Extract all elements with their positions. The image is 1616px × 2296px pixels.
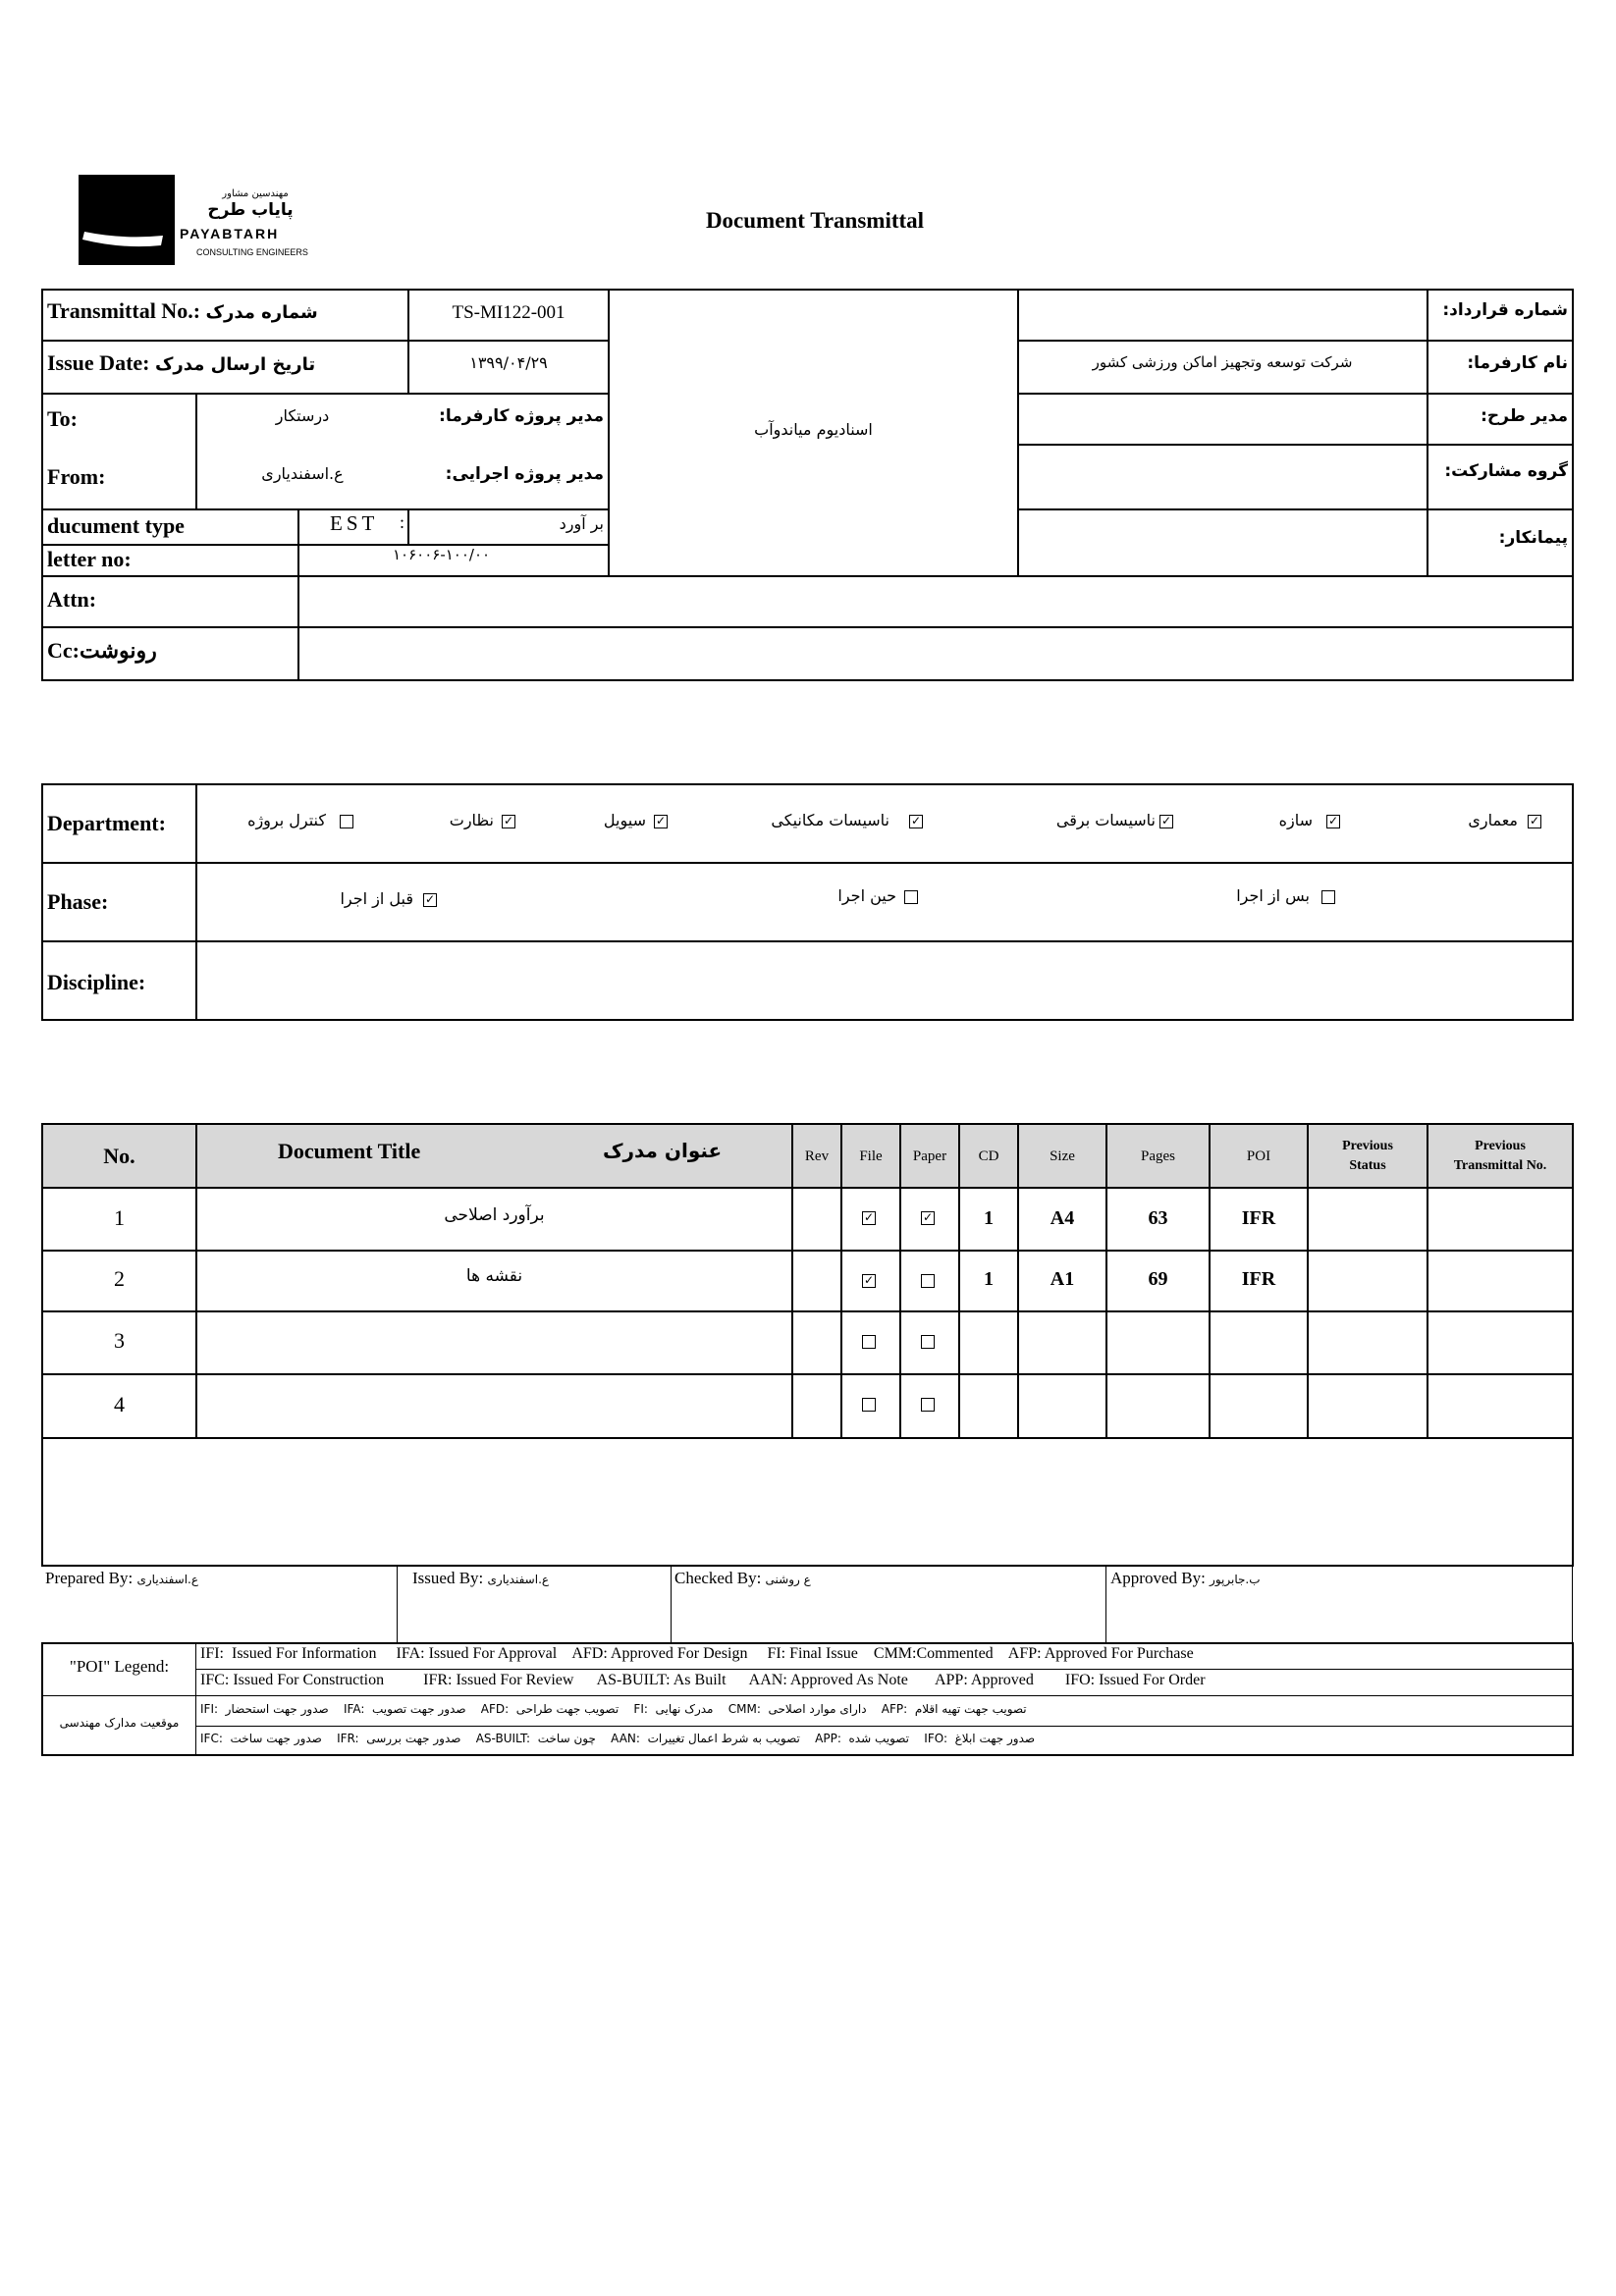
doctype-value: بر آورد <box>559 514 604 533</box>
project-name: اسنادیوم میاندوآب <box>754 420 873 439</box>
col-header-pages: Pages <box>1141 1148 1175 1164</box>
row-paper-checkbox[interactable] <box>921 1398 935 1412</box>
issue-date: ۱۳۹۹/۰۴/۲۹ <box>469 353 548 372</box>
dept-option-label: نظارت <box>449 811 494 829</box>
legend-line-1: IFI: Issued For Information IFA: Issued For Approval AFD: Approved For Design FI: Final Issue CMM:Commented AFP: Approved For Purchase <box>200 1645 1194 1662</box>
row-file-checkbox[interactable] <box>862 1398 876 1412</box>
client-pm-label: مدیر پروژه کارفرما: <box>439 406 604 426</box>
letter-label: letter no: <box>47 547 132 571</box>
row-file-checkbox[interactable]: ✓ <box>863 1210 875 1224</box>
logo-swoosh-icon <box>79 175 175 265</box>
row-no: 2 <box>114 1266 125 1291</box>
row-pages: 63 <box>1148 1207 1168 1229</box>
dept-checkbox[interactable]: ✓ <box>655 814 667 828</box>
logo-mark <box>79 175 175 265</box>
col-header-rev: Rev <box>804 1148 830 1164</box>
approved-by: Approved By: ب.جابرپور <box>1110 1569 1261 1587</box>
logo-persian-name: پاياب طرح <box>207 200 294 220</box>
dept-option-label: ناسیسات مکانیکی <box>771 811 889 829</box>
logo-english-name: PAYABTARH <box>180 226 280 241</box>
employer-value: شرکت توسعه وتجهیز اماکن ورزشی کشور <box>1092 353 1353 371</box>
contract-label: شماره قرارداد: <box>1442 300 1568 320</box>
col-header-prev-transmittal: Previous Transmittal No. <box>1453 1139 1547 1173</box>
row-cd: 1 <box>984 1207 994 1229</box>
to-value: درستکار <box>275 406 330 425</box>
row-file-checkbox[interactable] <box>862 1335 876 1349</box>
row-paper-checkbox[interactable] <box>921 1274 935 1288</box>
dept-checkbox[interactable]: ✓ <box>910 814 922 828</box>
dept-option-label: سیویل <box>603 811 646 829</box>
phase-option-label: بس از اجرا <box>1236 886 1310 905</box>
dept-option-structure[interactable] <box>1237 811 1340 834</box>
col-header-title-fa: عنوان مدرک <box>603 1139 723 1162</box>
phase-checkbox[interactable]: ✓ <box>424 892 436 906</box>
dept-checkbox[interactable]: ✓ <box>503 814 514 828</box>
doctype-code: EST <box>330 511 379 535</box>
logo <box>79 175 324 268</box>
prepared-by: Prepared By: ع.اسفندیاری <box>45 1569 199 1587</box>
legend-fa-label: موقعیت مدارک مهندسی <box>59 1716 180 1730</box>
col-header-poi: POI <box>1246 1148 1271 1164</box>
dept-option-label: سازه <box>1278 811 1313 829</box>
legend-fa-line-1: IFI: صدور جهت استحضار IFA: صدور جهت تصویب AFD: تصویب جهت طراحی FI: مدرک نهایی CMM: دارای موارد اصلاحی AFP: تصویب جهت تهیه اقلام <box>200 1702 1027 1716</box>
row-poi: IFR <box>1241 1268 1276 1290</box>
phase-label: Phase: <box>47 889 109 914</box>
row-paper-checkbox[interactable]: ✓ <box>922 1210 934 1224</box>
legend-line-2: IFC: Issued For Construction IFR: Issued For Review AS-BUILT: As Built AAN: Approved As Note APP: Approved IFO: Issued For Order <box>200 1672 1206 1688</box>
phase-option-label: قبل از اجرا <box>340 889 413 908</box>
partner-label: گروه مشارکت: <box>1444 461 1568 481</box>
phase-checkbox[interactable] <box>1321 890 1335 904</box>
from-value: ع.اسفندیاری <box>261 464 344 483</box>
row-poi: IFR <box>1241 1207 1276 1229</box>
contractor-label: پیمانکار: <box>1498 528 1568 548</box>
row-cd: 1 <box>984 1268 994 1290</box>
col-header-size: Size <box>1050 1148 1075 1164</box>
issue-date-label: Issue Date: تاریخ ارسال مدرک <box>47 350 316 375</box>
row-title: نقشه ها <box>465 1266 523 1286</box>
dept-option-supervision[interactable] <box>432 811 515 834</box>
row-paper-checkbox[interactable] <box>921 1335 935 1349</box>
phase-option-after[interactable] <box>1217 886 1335 910</box>
row-size: A4 <box>1050 1207 1075 1229</box>
page-title: Document Transmittal <box>705 208 925 233</box>
checked-by: Checked By: ع روشنی <box>674 1569 811 1587</box>
col-header-cd: CD <box>978 1148 999 1164</box>
dept-option-label: معماری <box>1468 811 1518 829</box>
letter-value: ۱۰۶۰۰۶-۱۰۰/۰۰ <box>393 546 491 563</box>
row-no: 3 <box>114 1328 125 1353</box>
dept-option-project-control[interactable] <box>226 811 353 834</box>
phase-option-during[interactable] <box>815 886 918 910</box>
row-pages: 69 <box>1148 1268 1168 1290</box>
dept-option-label: کنترل بروژه <box>247 811 326 829</box>
logo-top-text: مهندسین مشاور <box>222 188 289 199</box>
dept-checkbox[interactable]: ✓ <box>1529 814 1540 828</box>
row-no: 1 <box>114 1205 125 1230</box>
department-label: Department: <box>47 811 166 835</box>
discipline-label: Discipline: <box>47 970 146 994</box>
phase-option-before[interactable] <box>314 889 437 913</box>
cc-label: Cc:رونوشت <box>47 638 157 663</box>
dept-option-label: ناسیسات برقی <box>1055 811 1156 829</box>
row-no: 4 <box>114 1392 125 1416</box>
col-header-title-en: Document Title <box>278 1139 421 1163</box>
dept-checkbox[interactable]: ✓ <box>1327 814 1339 828</box>
transmittal-number: TS-MI122-001 <box>452 302 566 323</box>
doctype-label: ducument type <box>47 513 185 538</box>
attn-label: Attn: <box>47 587 97 612</box>
to-label: To: <box>47 406 78 431</box>
employer-label: نام کارفرما: <box>1467 353 1568 373</box>
exec-pm-label: مدیر پروژه اجرایی: <box>445 464 604 484</box>
dept-checkbox[interactable]: ✓ <box>1160 814 1172 828</box>
col-header-prev-status: Previous Status <box>1342 1139 1393 1173</box>
transmittal-label: Transmittal No.: شماره مدرک <box>47 298 318 323</box>
from-label: From: <box>47 464 106 489</box>
dept-option-electrical[interactable] <box>1031 811 1173 834</box>
legend-fa-line-2: IFC: صدور جهت ساخت IFR: صدور جهت بررسی AS-BUILT: چون ساخت AAN: تصویب به شرط اعمال تغییرات APP: تصویب شده IFO: صدور جهت ابلاغ <box>200 1732 1036 1745</box>
logo-subtitle: CONSULTING ENGINEERS <box>196 247 308 257</box>
dept-option-architecture[interactable] <box>1433 811 1541 834</box>
row-file-checkbox[interactable]: ✓ <box>863 1273 875 1287</box>
designer-label: مدیر طرح: <box>1481 406 1568 426</box>
col-header-paper: Paper <box>912 1148 947 1164</box>
issued-by: Issued By: ع.اسفندیاری <box>412 1569 550 1587</box>
dept-checkbox[interactable] <box>340 815 353 828</box>
dept-option-mechanical[interactable] <box>746 811 923 834</box>
legend-label: "POI" Legend: <box>69 1657 170 1676</box>
row-title: برآورد اصلاحی <box>444 1205 545 1225</box>
doctype-colon: : <box>400 512 405 532</box>
phase-option-label: حین اجرا <box>837 886 896 905</box>
col-header-file: File <box>859 1148 883 1164</box>
row-size: A1 <box>1050 1268 1075 1290</box>
dept-option-civil[interactable] <box>579 811 668 834</box>
phase-checkbox[interactable] <box>904 890 918 904</box>
col-header-no: No. <box>103 1144 135 1168</box>
